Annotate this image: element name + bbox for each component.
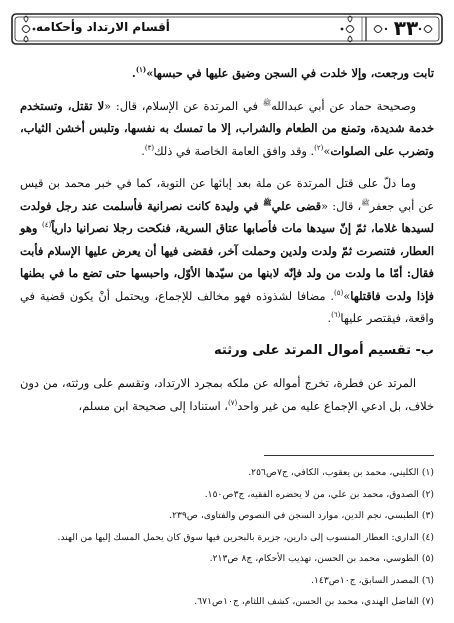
p3-quote-a: قضى علي (271, 198, 322, 213)
running-title-text: أقسام الارتداد وأحكامه (36, 20, 170, 34)
p3-quote-close: » (343, 288, 351, 303)
footnote-ref: (٣) (144, 143, 155, 152)
footnote-ref: (٥) (334, 288, 344, 297)
honorific-symbol: ﷺ (262, 98, 272, 107)
footnote-ref: (٦) (331, 311, 341, 320)
p3-end: . (327, 311, 332, 325)
footnote-1: (١) الكليني، محمد بن يعقوب، الكافي، ج٧ص٢٥٦. (248, 467, 434, 478)
p1-end: . (131, 66, 136, 80)
p2-text-e: . وقد وافق العامة الخاصة في ذلك (154, 143, 315, 158)
p3-text-a: وما دلّ على قتل المرتدة عن ملة بعد إبائها عن التوبة، كما في خبر محمد بن قيس عن أبي جعفر (20, 176, 434, 213)
p4-text: المرتد عن فطرة، تخرج أمواله عن ملكه بمجرد الارتداد، وتقسم على ورثته، من دون خلاف، بل ادعي الإجماع عليه من غير واحد (20, 376, 434, 413)
p2-end: . (141, 143, 145, 158)
p2-quote-close: » (323, 143, 331, 158)
paragraph-2 (20, 95, 434, 163)
footnote-ref: (٧) (227, 398, 238, 407)
footnote-7: (٧) الفاضل الهندي، محمد بن الحسن، كشف اللثام، ج١٠ص٦٧١. (194, 596, 434, 607)
paragraph-1 (20, 62, 434, 85)
footnote-4: (٤) الداري: العطار المنسوب إلى دارين، جزيرة بالبحرين فيها سوق كان يحمل المسك إليها من الهند. (57, 531, 434, 543)
paragraph-3 (20, 172, 434, 330)
footnote-ref: (٢) (314, 143, 324, 152)
footnote-ref: (١) (135, 65, 147, 75)
p2-text-a: وصحيحة حماد عن أبي عبدالله (271, 98, 416, 113)
p3-text-b: ، قال: « (321, 198, 362, 213)
page-header (10, 12, 444, 46)
p4-end: ، استنادا إلى صحيحة ابن مسلم، (78, 398, 228, 413)
paragraph-4 (20, 372, 434, 417)
p3-quote-b: في وليدة كانت نصرانية فأسلمت عند رجل فولدت لسيدها غلاما، ثمّ إنّ سيدها مات فأصابها عتاق السرية، فنكحت رجلا نصرانيا دارياً (20, 198, 434, 235)
p3-quote-c: وهو العطار، فتنصرت ثمّ ولدت ولدين وحملت آخر، فقضى فيها أن يعرض عليها الإسلام فأبت فقال: أمّا ما ولدت من ولد فإنّه لابنها من سيّدها الأوّل، واحبسها حتى تضع ما في بطنها فإذا ولدت فاقتلها (20, 221, 434, 303)
running-title (36, 20, 336, 34)
p2-quote: لا تقتل، وتستخدم خدمة شديدة، وتمنع من الطعام والشراب، إلا ما تمسك به نفسها، وتلبس أخشن الثياب، وتضرب على الصلوات (20, 98, 434, 158)
page-number: ٣٣ (393, 16, 419, 40)
footnote-2: (٢) الصدوق، محمد بن علي، من لا يحضره الفقيه، ج٣ص١٥٠. (204, 488, 434, 500)
footnote-5: (٥) الطوسي، محمد بن الحسن، تهذيب الأحكام، ج٨ ص٢١٣. (209, 553, 434, 564)
footnote-3: (٣) الطبسي، نجم الدين، موارد السجن في النصوص والفتاوى، ص٢٣٩. (169, 510, 434, 521)
p3-text-g: . مضافا لشذوذه فهو مخالف للإجماع، ويحتمل أنْ يكون قضية في واقعة، فيقتصر عليها (20, 288, 434, 325)
p2-text-b: في المرتدة عن الإسلام، قال: « (104, 98, 263, 113)
footnote-6: (٦) المصدر السابق، ج١٠ص١٤٣. (311, 574, 434, 586)
footnote-ref: (٤) (41, 221, 52, 230)
p1-text: تابت ورجعت، وإلا خلدت في السجن وضيق عليها في حبسها» (146, 66, 434, 80)
honorific-symbol: ﷺ (361, 198, 370, 207)
footnotes (20, 462, 434, 613)
honorific-symbol: ﷺ (263, 197, 272, 207)
footnote-separator (264, 455, 434, 456)
main-text (20, 62, 434, 427)
section-subheading: ب- تقسيم أموال المرتد على ورثته (214, 342, 434, 358)
